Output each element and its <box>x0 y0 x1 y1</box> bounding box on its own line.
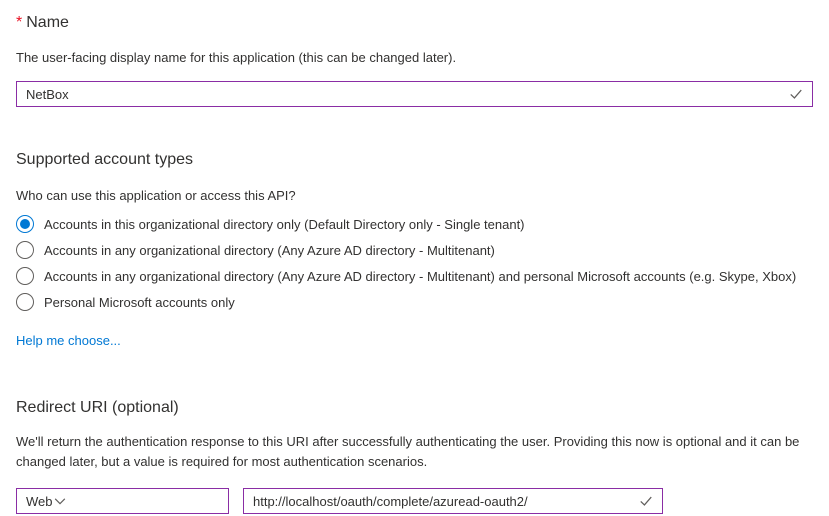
radio-button-icon[interactable] <box>16 293 34 311</box>
redirect-uri-input[interactable] <box>244 489 662 513</box>
redirect-uri-title: Redirect URI (optional) <box>16 399 179 416</box>
redirect-uri-input-wrapper <box>243 488 663 514</box>
help-me-choose-link[interactable]: Help me choose... <box>16 333 121 348</box>
account-type-option-3[interactable] <box>16 289 813 315</box>
platform-select[interactable] <box>16 488 229 514</box>
radio-button-icon[interactable] <box>16 241 34 259</box>
account-type-option-1[interactable] <box>16 237 813 263</box>
account-type-option-0[interactable] <box>16 211 813 237</box>
account-types-question: Who can use this application or access this API? <box>16 188 296 203</box>
account-type-option-label: Accounts in any organizational directory (Any Azure AD directory - Multitenant) <box>44 242 495 258</box>
redirect-uri-row <box>16 488 813 514</box>
account-type-option-2[interactable] <box>16 263 813 289</box>
required-asterisk: * <box>16 14 23 31</box>
name-section-title <box>16 12 813 34</box>
radio-button-icon[interactable] <box>16 267 34 285</box>
radio-button-icon[interactable] <box>16 215 34 233</box>
account-types-radio-group <box>16 211 813 315</box>
chevron-down-icon <box>53 494 67 508</box>
account-type-option-label: Accounts in this organizational directory only (Default Directory only - Single tenant) <box>44 216 525 232</box>
platform-select-value: Web <box>26 493 53 509</box>
name-input[interactable] <box>17 82 812 106</box>
account-type-option-label: Accounts in any organizational directory (Any Azure AD directory - Multitenant) and personal Microsoft accounts (e.g. Skype, Xbox) <box>44 268 797 284</box>
account-type-option-label: Personal Microsoft accounts only <box>44 294 235 310</box>
name-title-text: Name <box>26 14 69 31</box>
redirect-uri-description: We'll return the authentication response to this URI after successfully authenticating the user. Providing this now is optional and it can be changed later, but a value is required for most authentication scenarios. <box>16 434 800 469</box>
name-description: The user-facing display name for this application (this can be changed later). <box>16 50 457 65</box>
account-types-title: Supported account types <box>16 151 194 168</box>
name-input-wrapper <box>16 81 813 107</box>
